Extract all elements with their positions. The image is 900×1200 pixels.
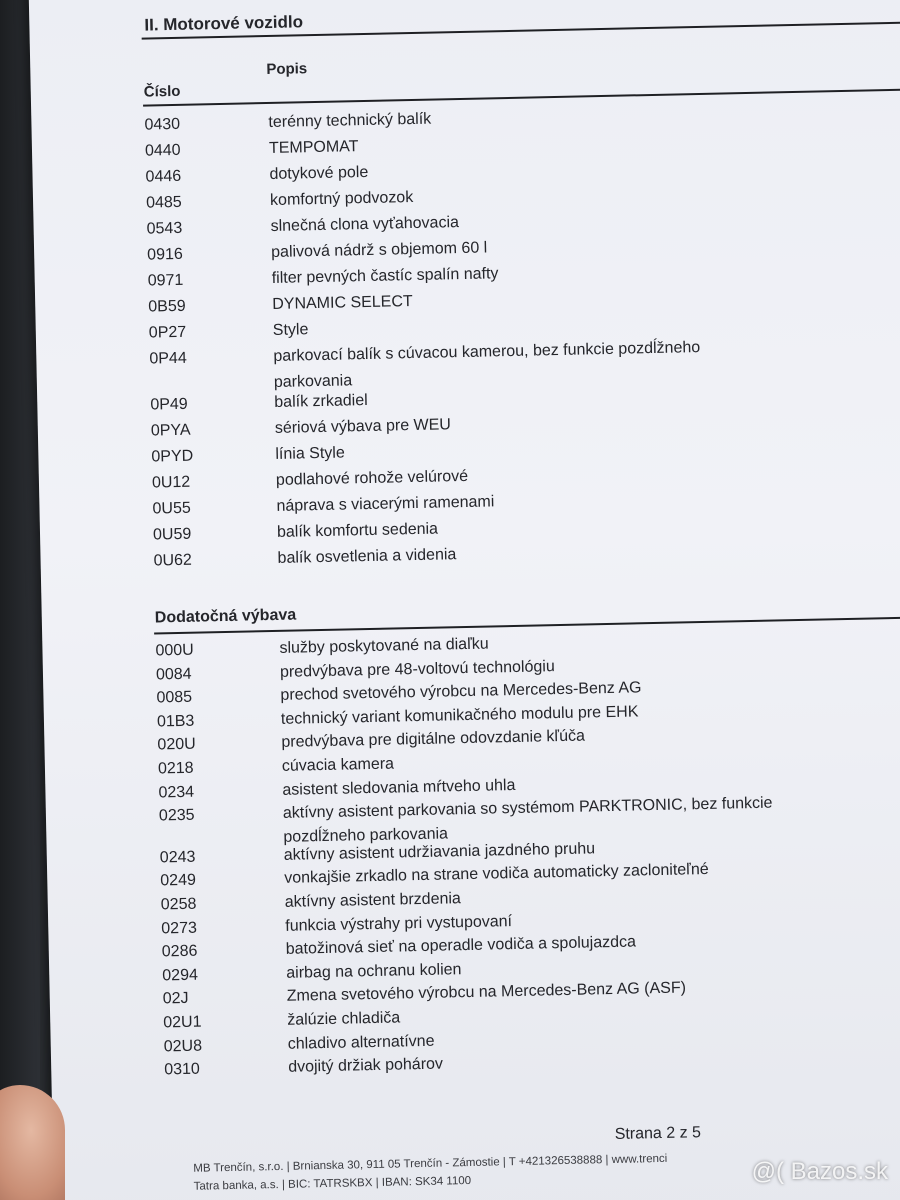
item-description: DYNAMIC SELECT xyxy=(272,293,413,313)
column-header-code: Číslo xyxy=(143,82,181,101)
item-description: Style xyxy=(272,321,309,339)
item-description: cúvacia kamera xyxy=(281,755,395,775)
column-header-description: Popis xyxy=(266,60,308,79)
item-description: aktívny asistent parkovania so systémom PARKTRONIC, bez funkcie xyxy=(282,794,773,823)
item-description: funkcia výstrahy pri vystupovaní xyxy=(285,912,513,935)
item-description: slnečná clona vyťahovacia xyxy=(270,214,460,235)
item-code: 02U8 xyxy=(163,1037,203,1055)
item-code: 0PYD xyxy=(151,447,194,466)
item-description: filter pevných častíc spalín nafty xyxy=(271,265,499,287)
item-description: terénny technický balík xyxy=(268,110,432,131)
item-code: 0218 xyxy=(157,759,194,778)
item-description: aktívny asistent brzdenia xyxy=(284,890,462,911)
item-description: línia Style xyxy=(275,444,345,463)
item-code: 0P49 xyxy=(150,395,188,414)
item-code: 0U55 xyxy=(152,499,191,518)
item-code: 0235 xyxy=(158,806,195,825)
item-description: parkovací balík s cúvacou kamerou, bez funkcie pozdĺžneho xyxy=(273,339,701,365)
item-code: 000U xyxy=(155,641,194,660)
item-code: 02U1 xyxy=(163,1013,202,1032)
item-code: 0446 xyxy=(145,167,182,186)
item-code: 0243 xyxy=(159,848,196,867)
item-description: balík komfortu sedenia xyxy=(276,520,439,541)
item-description: predvýbava pre digitálne odovzdanie kľúča xyxy=(281,727,586,752)
document-page xyxy=(28,0,900,1200)
item-code: 0249 xyxy=(160,872,197,890)
item-description: asistent sledovania mŕtveho uhla xyxy=(282,776,516,799)
item-code: 0234 xyxy=(158,783,195,802)
item-description: prechod svetového výrobcu na Mercedes-Benz AG xyxy=(280,679,642,705)
page-number: Strana 2 z 5 xyxy=(614,1124,702,1143)
item-description: predvýbava pre 48-voltovú technológiu xyxy=(279,657,555,681)
item-description: žalúzie chladiča xyxy=(287,1009,401,1029)
item-description: balík osvetlenia a videnia xyxy=(277,546,457,567)
item-description: komfortný podvozok xyxy=(269,188,414,209)
item-code: 0286 xyxy=(161,942,198,961)
item-code: 01B3 xyxy=(156,712,195,731)
item-description-continued: pozdĺžneho parkovania xyxy=(283,825,449,846)
item-code: 02J xyxy=(162,990,189,1008)
item-code: 0U62 xyxy=(153,551,193,570)
item-code: 020U xyxy=(157,736,196,754)
footer-bank: Tatra banka, a.s. | BIC: TATRSKBX | IBAN: SK34 1100 xyxy=(193,1174,472,1193)
item-code: 0294 xyxy=(162,966,199,985)
item-code: 0258 xyxy=(160,895,197,914)
item-description: palivová nádrž s objemom 60 l xyxy=(271,239,488,261)
item-description: vonkajšie zrkadlo na strane vodiča automaticky zacloniteľné xyxy=(284,861,709,888)
item-description: náprava s viacerými ramenami xyxy=(276,493,495,515)
item-code: 0085 xyxy=(156,688,193,707)
item-description: podlahové rohože velúrové xyxy=(275,467,469,489)
item-code: 0B59 xyxy=(148,297,186,316)
item-description: dvojitý držiak pohárov xyxy=(288,1055,444,1076)
item-code: 0273 xyxy=(161,919,198,938)
item-code: 0916 xyxy=(147,245,183,264)
item-code: 0430 xyxy=(144,115,181,134)
item-code: 0PYA xyxy=(150,421,191,440)
footer-address: MB Trenčín, s.r.o. | Brnianska 30, 911 05 Trenčín - Zámostie | T +421326538888 | www.trenci xyxy=(193,1152,668,1175)
item-code: 0485 xyxy=(145,193,182,212)
header-rule xyxy=(143,88,900,107)
item-description: TEMPOMAT xyxy=(268,138,359,157)
item-code: 0440 xyxy=(144,141,181,160)
item-code: 0543 xyxy=(146,219,183,238)
item-code: 0971 xyxy=(147,271,184,290)
item-description: balík zrkadiel xyxy=(274,391,368,411)
section-title: II. Motorové vozidlo xyxy=(144,12,304,35)
item-code: 0P44 xyxy=(149,349,187,368)
item-description: batožinová sieť na operadle vodiča a spolujazdca xyxy=(285,933,637,959)
additional-equipment-heading: Dodatočná výbava xyxy=(154,606,297,627)
item-description: airbag na ochranu kolien xyxy=(286,960,462,982)
item-description: technický variant komunikačného modulu pre EHK xyxy=(280,703,639,728)
item-code: 0084 xyxy=(155,665,192,684)
watermark: @( Bazos.sk xyxy=(751,1158,888,1185)
thumb xyxy=(0,1085,65,1200)
item-code: 0U12 xyxy=(151,473,191,492)
item-code: 0P27 xyxy=(148,323,187,342)
item-description: aktívny asistent udržiavania jazdného pruhu xyxy=(283,840,596,864)
item-description: chladivo alternatívne xyxy=(287,1032,435,1053)
item-description: Zmena svetového výrobcu na Mercedes-Benz AG (ASF) xyxy=(286,979,687,1006)
item-description: dotykové pole xyxy=(269,163,369,183)
item-description: služby poskytované na diaľku xyxy=(279,635,489,657)
item-description-continued: parkovania xyxy=(273,372,353,391)
item-code: 0U59 xyxy=(152,525,192,544)
item-description: sériová výbava pre WEU xyxy=(274,416,452,437)
item-code: 0310 xyxy=(164,1060,201,1079)
